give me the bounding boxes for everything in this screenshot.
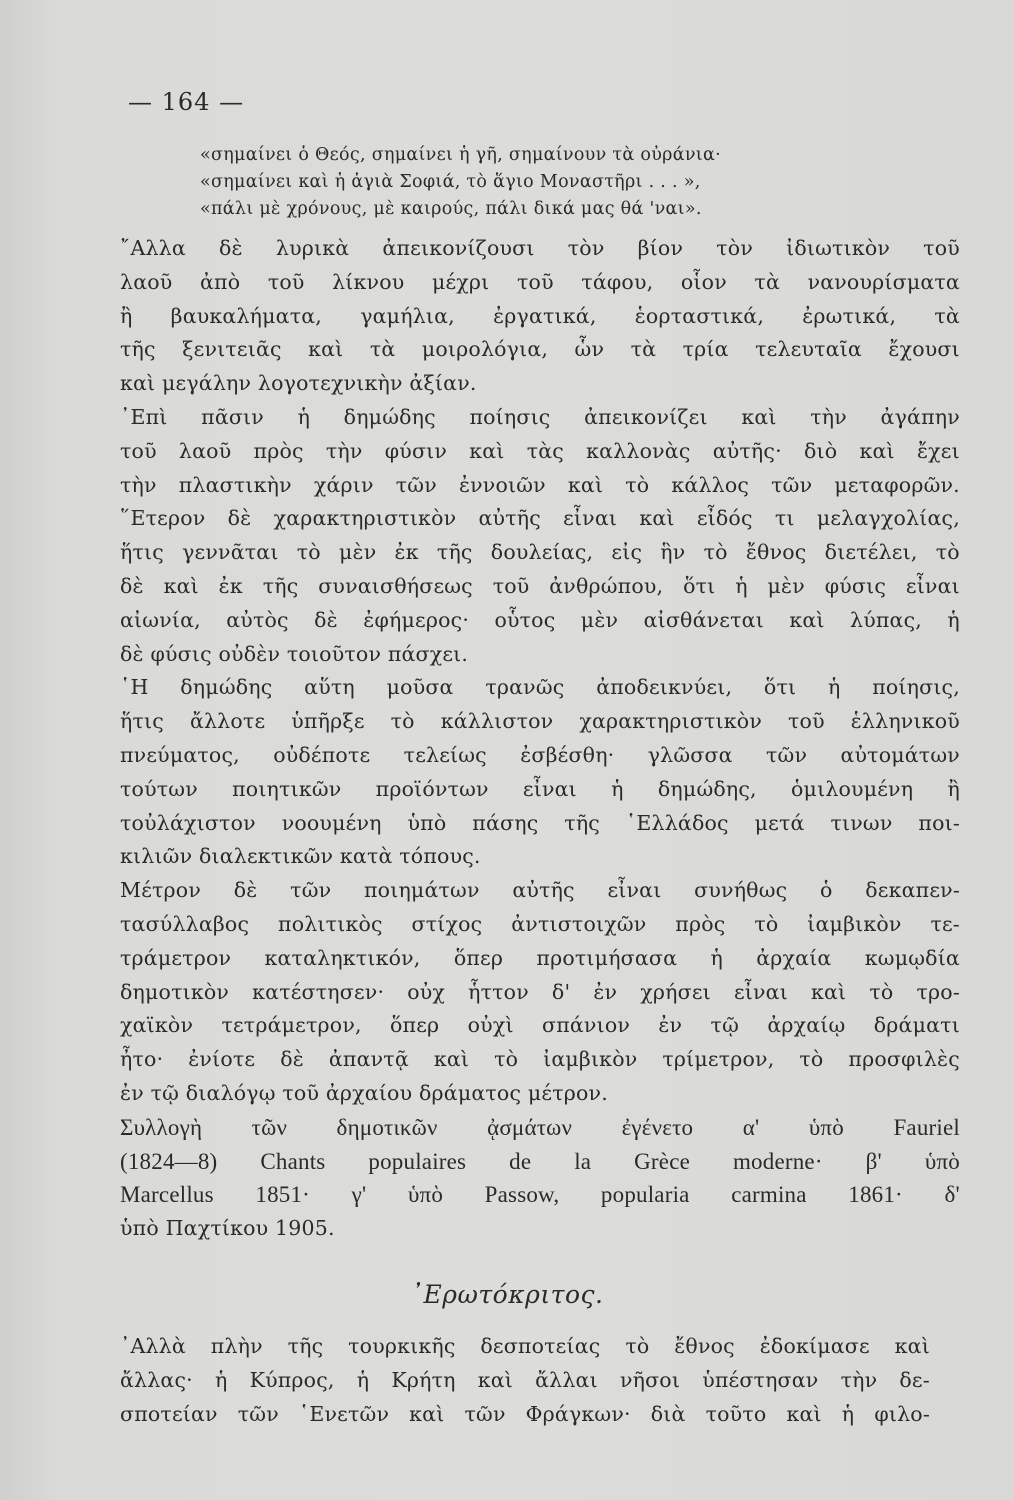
text-line: ἐν τῷ διαλόγῳ τοῦ ἀρχαίου δράματος μέτρον.	[120, 1080, 608, 1105]
text-line: ῞Ετερον δὲ χαρακτηριστικὸν αὐτῆς εἶναι καὶ εἶδός τι μελαγχολίας,	[120, 506, 960, 531]
text-line: Μέτρον δὲ τῶν ποιημάτων αὐτῆς εἶναι συνήθως ὁ δεκαπεν-	[120, 878, 960, 903]
text-line: (1824—8) Chants populaires de la Grèce moderne· β' ὑπὸ	[120, 1148, 960, 1174]
text-line: τράμετρον καταληκτικόν, ὅπερ προτιμήσασα ἡ ἀρχαία κωμῳδία	[120, 945, 960, 970]
verse-line: «πάλι μὲ χρόνους, μὲ καιρούς, πάλι δικά μας θά 'ναι».	[200, 199, 702, 219]
text-line: ἄλλας· ἡ Κύπρος, ἡ Κρήτη καὶ ἄλλαι νῆσοι ὑπέστησαν τὴν δε-	[120, 1367, 930, 1392]
text-line: δημοτικὸν κατέστησεν· οὐχ ἧττον δ' ἐν χρήσει εἶναι καὶ τὸ τρο-	[120, 979, 960, 1004]
verse-line: «σημαίνει ὁ Θεός, σημαίνει ἡ γῆ, σημαίνουν τὰ οὐράνια·	[200, 145, 721, 165]
text-line: χαϊκὸν τετράμετρον, ὅπερ οὐχὶ σπάνιον ἐν τῷ ἀρχαίῳ δράματι	[120, 1013, 960, 1038]
text-line: τῆς ξενιτειᾶς καὶ τὰ μοιρολόγια, ὧν τὰ τρία τελευταῖα ἔχουσι	[120, 337, 960, 362]
text-line: κιλιῶν διαλεκτικῶν κατὰ τόπους.	[120, 844, 481, 869]
text-line: αἰωνία, αὐτὸς δὲ ἐφήμερος· οὗτος μὲν αἰσθάνεται καὶ λύπας, ἡ	[120, 607, 960, 632]
text-line: Marcellus 1851· γ' ὑπὸ Passow, popularia carmina 1861· δ'	[120, 1182, 960, 1208]
text-line: ἥτις ἄλλοτε ὑπῆρξε τὸ κάλλιστον χαρακτηριστικὸν τοῦ ἑλληνικοῦ	[120, 709, 960, 734]
text-line: καὶ μεγάλην λογοτεχνικὴν ἀξίαν.	[120, 371, 477, 396]
text-line: ῾Η δημώδης αὕτη μοῦσα τρανῶς ἀποδεικνύει, ὅτι ἡ ποίησις,	[120, 675, 960, 700]
body-text-continued	[120, 1330, 930, 1431]
text-line: τοὐλάχιστον νοουμένη ὑπὸ πάσης τῆς ῾Ελλάδος μετά τινων ποι-	[120, 810, 960, 835]
text-line: τασύλλαβος πολιτικὸς στίχος ἀντιστοιχῶν πρὸς τὸ ἰαμβικὸν τε-	[120, 911, 960, 936]
text-line: ὑπὸ Παχτίκου 1905.	[120, 1216, 335, 1241]
text-line: ᾿Αλλὰ πλὴν τῆς τουρκικῆς δεσποτείας τὸ ἔθνος ἐδοκίμασε καὶ	[120, 1334, 930, 1358]
text-line: ῎Αλλα δὲ λυρικὰ ἀπεικονίζουσι τὸν βίον τὸν ἰδιωτικὸν τοῦ	[120, 236, 960, 260]
text-line: ἥτις γεννᾶται τὸ μὲν ἐκ τῆς δουλείας, εἰς ἣν τὸ ἔθνος διετέλει, τὸ	[120, 540, 960, 565]
verse-line: «σημαίνει καὶ ἡ ἁγιὰ Σοφιά, τὸ ἅγιο Μοναστῆρι . . . »,	[200, 172, 701, 192]
text-line: τὴν πλαστικὴν χάριν τῶν ἐννοιῶν καὶ τὸ κάλλος τῶν μεταφορῶν.	[120, 472, 960, 497]
text-line: ἦτο· ἐνίοτε δὲ ἀπαντᾷ καὶ τὸ ἰαμβικὸν τρίμετρον, τὸ προσφιλὲς	[120, 1047, 960, 1072]
section-heading: ᾿Ερωτόκριτος.	[410, 1280, 604, 1309]
text-line: δὲ καὶ ἐκ τῆς συναισθήσεως τοῦ ἀνθρώπου, ὅτι ἡ μὲν φύσις εἶναι	[120, 573, 960, 598]
text-line: δὲ φύσις οὐδὲν τοιοῦτον πάσχει.	[120, 641, 469, 666]
verse-quote	[200, 142, 920, 223]
page-number: — 164 —	[128, 88, 245, 116]
text-line: Συλλογὴ τῶν δημοτικῶν ᾀσμάτων ἐγένετο α' ὑπὸ Fauriel	[120, 1114, 960, 1140]
text-line: λαοῦ ἀπὸ τοῦ λίκνου μέχρι τοῦ τάφου, οἷον τὰ νανουρίσματα	[120, 269, 960, 294]
text-line: ᾿Επὶ πᾶσιν ἡ δημώδης ποίησις ἀπεικονίζει καὶ τὴν ἀγάπην	[120, 404, 960, 429]
body-text	[120, 232, 960, 1246]
text-line: τούτων ποιητικῶν προϊόντων εἶναι ἡ δημώδης, ὁμιλουμένη ἢ	[120, 776, 960, 801]
text-line: ἢ βαυκαλήματα, γαμήλια, ἐργατικά, ἑορταστικά, ἐρωτικά, τὰ	[120, 303, 960, 328]
text-line: πνεύματος, οὐδέποτε τελείως ἐσβέσθη· γλῶσσα τῶν αὐτομάτων	[120, 742, 960, 767]
text-line: σποτείαν τῶν ῾Ενετῶν καὶ τῶν Φράγκων· διὰ τοῦτο καὶ ἡ φιλο-	[120, 1401, 930, 1426]
text-line: τοῦ λαοῦ πρὸς τὴν φύσιν καὶ τὰς καλλονὰς αὐτῆς· διὸ καὶ ἔχει	[120, 438, 960, 463]
